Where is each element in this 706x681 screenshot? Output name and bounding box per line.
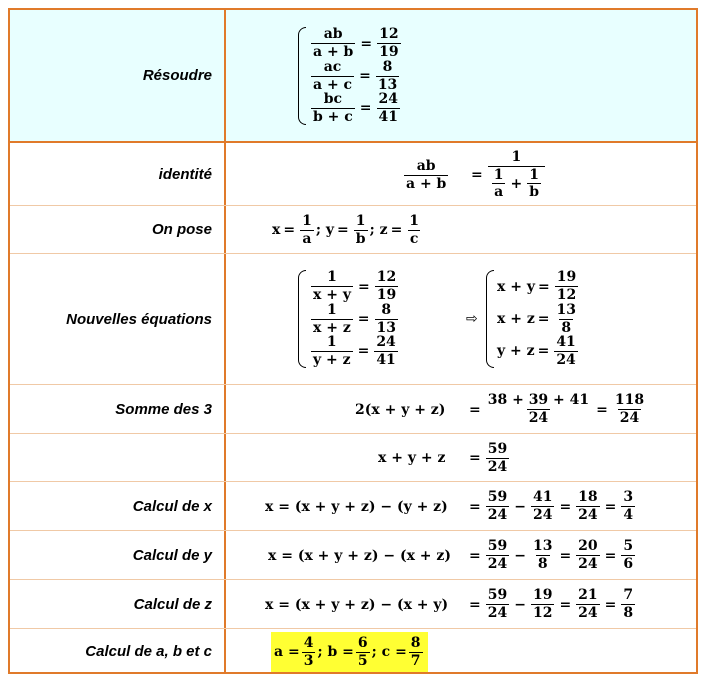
somme-rhs: = $\frac{38 + 39 + 41}{24}$ = $\frac{118}{24}$ xyxy=(469,392,645,426)
identity-lhs: $\frac{ab}{a + b}$ xyxy=(406,157,447,192)
row-resoudre xyxy=(10,10,696,141)
calc-z-lhs: x = (x + y + z) − (x + y) xyxy=(265,596,449,613)
label-calcul-x: Calcul de x xyxy=(10,482,226,530)
equation-1: $\frac{ab}{a + b}$ = $\frac{12}{19}$ xyxy=(313,26,399,61)
equation-2: $\frac{ac}{a + c}$ = $\frac{8}{13}$ xyxy=(313,58,398,93)
label-resoudre: Résoudre xyxy=(10,10,226,141)
label-calcul-abc: Calcul de a, b et c xyxy=(10,629,226,674)
row-calcul-y xyxy=(10,530,696,579)
system-new-right: x + y = $\frac{19}{12}$ x + z = $\frac{13}{8}$ y + z = $\frac{41}{24}$ xyxy=(486,258,580,380)
final-result: a = $\frac{4}{3}$ ; b = $\frac{6}{5}$ ; c = $\frac{8}{7}$ xyxy=(271,632,428,672)
label-on-pose: On pose xyxy=(10,206,226,253)
row-identite xyxy=(10,141,696,205)
system-new-left: $\frac{1}{x + y}$ = $\frac{12}{19}$ $\frac{1}{x + z}$ = $\frac{8}{13}$ $\frac{1}{y + z}$ = $\frac{24}{41}$ xyxy=(298,258,400,380)
calc-z-rhs: = $\frac{59}{24}$ − $\frac{19}{12}$ = $\frac{21}{24}$ = $\frac{7}{8}$ xyxy=(469,587,634,621)
row-on-pose xyxy=(10,205,696,253)
calc-x-lhs: x = (x + y + z) − (y + z) xyxy=(265,498,448,515)
label-nouvelles: Nouvelles équations xyxy=(10,254,226,384)
math-table xyxy=(8,8,698,674)
somme-lhs: 2(x + y + z) xyxy=(355,401,446,418)
implies-arrow: ⇨ xyxy=(466,311,478,327)
label-identite: identité xyxy=(10,143,226,205)
label-somme: Somme des 3 xyxy=(10,385,226,433)
calc-y-rhs: = $\frac{59}{24}$ − $\frac{13}{8}$ = $\frac{20}{24}$ = $\frac{5}{6}$ xyxy=(469,538,634,572)
row-xyz xyxy=(10,433,696,481)
brace xyxy=(486,270,494,367)
calc-x-rhs: = $\frac{59}{24}$ − $\frac{41}{24}$ = $\frac{18}{24}$ = $\frac{3}{4}$ xyxy=(469,489,634,523)
row-calcul-z xyxy=(10,579,696,628)
brace xyxy=(298,270,306,367)
label-calcul-y: Calcul de y xyxy=(10,531,226,579)
xyz-rhs: = $\frac{59}{24}$ xyxy=(469,440,508,475)
label-empty xyxy=(10,434,226,481)
row-calcul-abc xyxy=(10,628,696,674)
calc-y-lhs: x = (x + y + z) − (x + z) xyxy=(268,547,451,564)
row-calcul-x xyxy=(10,481,696,530)
system-original xyxy=(298,16,403,136)
identity-rhs: = 1 $\frac{1}{a}$ + $\frac{1}{b}$ xyxy=(468,145,547,205)
xyz-lhs: x + y + z xyxy=(378,450,446,466)
equation-3: $\frac{bc}{b + c}$ = $\frac{24}{41}$ xyxy=(313,91,399,125)
row-somme xyxy=(10,384,696,433)
brace xyxy=(298,27,306,124)
substitution: x = $\frac{1}{a}$ ; y = $\frac{1}{b}$ ; z = $\frac{1}{c}$ xyxy=(272,212,420,247)
row-nouvelles xyxy=(10,253,696,384)
label-calcul-z: Calcul de z xyxy=(10,580,226,628)
